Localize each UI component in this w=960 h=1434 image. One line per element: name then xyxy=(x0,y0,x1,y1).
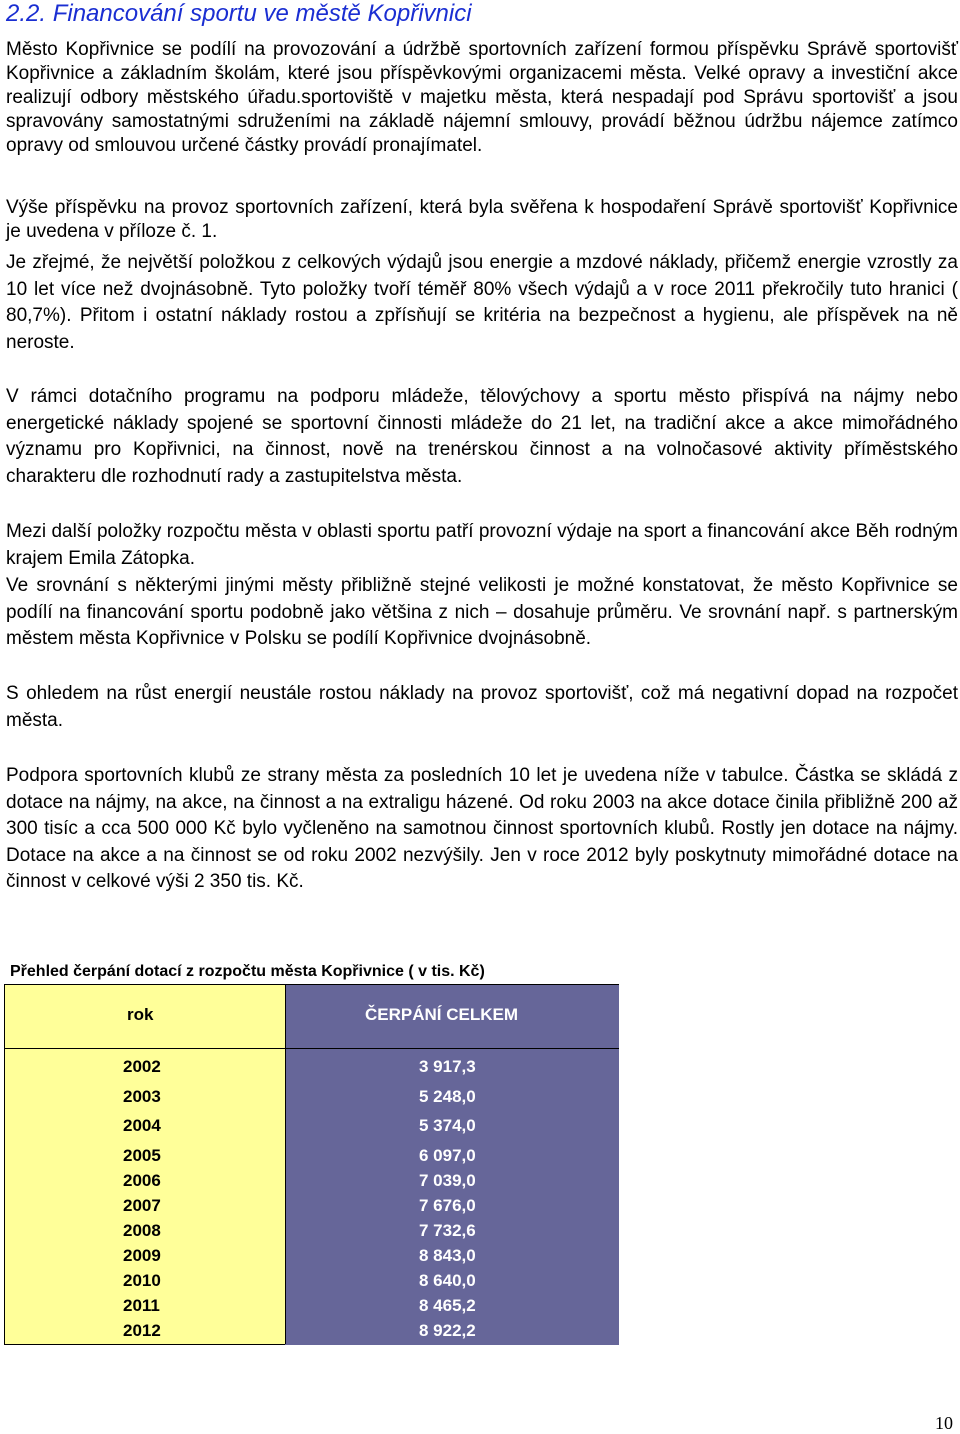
paragraph-comparison: Ve srovnání s některými jinými městy přibližně stejné velikosti je možné konstatovat, že město Kopřivnice se podílí na financování sportu podobně jako většina z nich – dosahuje průměru. Ve srovnání např. s partnerským městem města Kopřivnice v Polsku se podílí Kopřivnice dvojnásobně. xyxy=(6,575,958,649)
table-row-year: 2012 xyxy=(123,1321,161,1340)
section-heading: 2.2. Financování sportu ve městě Kopřivnici xyxy=(6,0,472,27)
table-header-divider xyxy=(5,1048,618,1049)
table-row-year: 2005 xyxy=(123,1146,161,1165)
table-row-year: 2004 xyxy=(123,1116,161,1135)
page-number: 10 xyxy=(935,1413,953,1433)
paragraph-club-support: Podpora sportovních klubů ze strany města za posledních 10 let je uvedena níže v tabulce. Částka se skládá z dotace na nájmy, na akce, na činnost a na extraligu házené. Od roku 2003 na akce dotace činila přibližně 200 až 300 tisíc a cca 500 000 Kč bylo vyčleněno na samotnou činnost sportovních klubů. Rostly jen dotace na nájmy. Dotace na akce a na činnost se od roku 2002 nezvýšily. Jen v roce 2012 byly poskytnuty mimořádné dotace na činnost v celkové výši 2 350 tis. Kč. xyxy=(6,765,958,892)
paragraph-contribution: Výše příspěvku na provoz sportovních zařízení, která byla svěřena k hospodaření Správě sportovišť Kopřivnice je uvedena v příloze č. 1. xyxy=(6,197,958,242)
table-row-year: 2006 xyxy=(123,1171,161,1190)
column-header-year: rok xyxy=(127,1005,154,1024)
paragraph-energy: S ohledem na růst energií neustále rostou náklady na provoz sportovišť, což má negativní dopad na rozpočet města. xyxy=(6,683,958,731)
table-row-value: 5 374,0 xyxy=(419,1116,476,1135)
paragraph-other-items: Mezi další položky rozpočtu města v oblasti sportu patří provozní výdaje na sport a financování akce Běh rodným krajem Emila Zátopka. xyxy=(6,521,958,569)
table-column-divider xyxy=(285,985,286,1344)
subsidy-table xyxy=(4,984,619,1345)
table-row-year: 2008 xyxy=(123,1221,161,1240)
table-row-value: 7 732,6 xyxy=(419,1221,476,1240)
table-row-value: 6 097,0 xyxy=(419,1146,476,1165)
table-caption: Přehled čerpání dotací z rozpočtu města Kopřivnice ( v tis. Kč) xyxy=(10,963,485,980)
table-row-value: 8 843,0 xyxy=(419,1246,476,1265)
table-row-year: 2011 xyxy=(123,1296,160,1315)
table-row-value: 3 917,3 xyxy=(419,1057,476,1076)
table-row-value: 5 248,0 xyxy=(419,1087,476,1106)
table-row-year: 2002 xyxy=(123,1057,161,1076)
paragraph-grant-program: V rámci dotačního programu na podporu mládeže, tělovýchovy a sportu město přispívá na nájmy nebo energetické náklady spojené se sportovní činnosti mládeže do 21 let, na tradiční akce a akce mimořádného významu pro Kopřivnici, na činnost, nově na trenérskou činnost a na volnočasové aktivity příměstského charakteru dle rozhodnutí rady a zastupitelstva města. xyxy=(6,386,958,487)
table-row-value: 7 676,0 xyxy=(419,1196,476,1215)
table-row-year: 2010 xyxy=(123,1271,161,1290)
column-header-total: ČERPÁNÍ CELKEM xyxy=(365,1005,519,1024)
paragraph-expenses: Je zřejmé, že největší položkou z celkových výdajů jsou energie a mzdové náklady, přičemž energie vzrostly za 10 let více než dvojnásobně. Tyto položky tvoří téměř 80% všech výdajů a v roce 2011 překročily tuto hranici ( 80,7%). Přitom i ostatní náklady rostou a zpřísňují se kritéria na bezpečnost a hygienu, ale příspěvek na ně neroste. xyxy=(6,252,958,353)
table-row-value: 8 922,2 xyxy=(419,1321,476,1340)
table-row-year: 2007 xyxy=(123,1196,161,1215)
paragraph-maintenance: Město Kopřivnice se podílí na provozování a údržbě sportovních zařízení formou příspěvku Správě sportovišť Kopřivnice a základním školám, které jsou příspěvkovými organizacemi města. Velké opravy a investiční akce realizují odbory městského úřadu.sportoviště v majetku města, která nespadají pod Správu sportovišť a jsou spravovány samostatnými sdruženími na základě nájemní smlouvy, provádí běžnou údržbu nájemce zatímco opravy od smlouvou určené částky provádí pronajímatel. xyxy=(6,39,958,156)
table-row-value: 8 465,2 xyxy=(419,1296,476,1315)
table-row-year: 2003 xyxy=(123,1087,161,1106)
table-row-year: 2009 xyxy=(123,1246,161,1265)
table-row-value: 7 039,0 xyxy=(419,1171,476,1190)
table-row-value: 8 640,0 xyxy=(419,1271,476,1290)
